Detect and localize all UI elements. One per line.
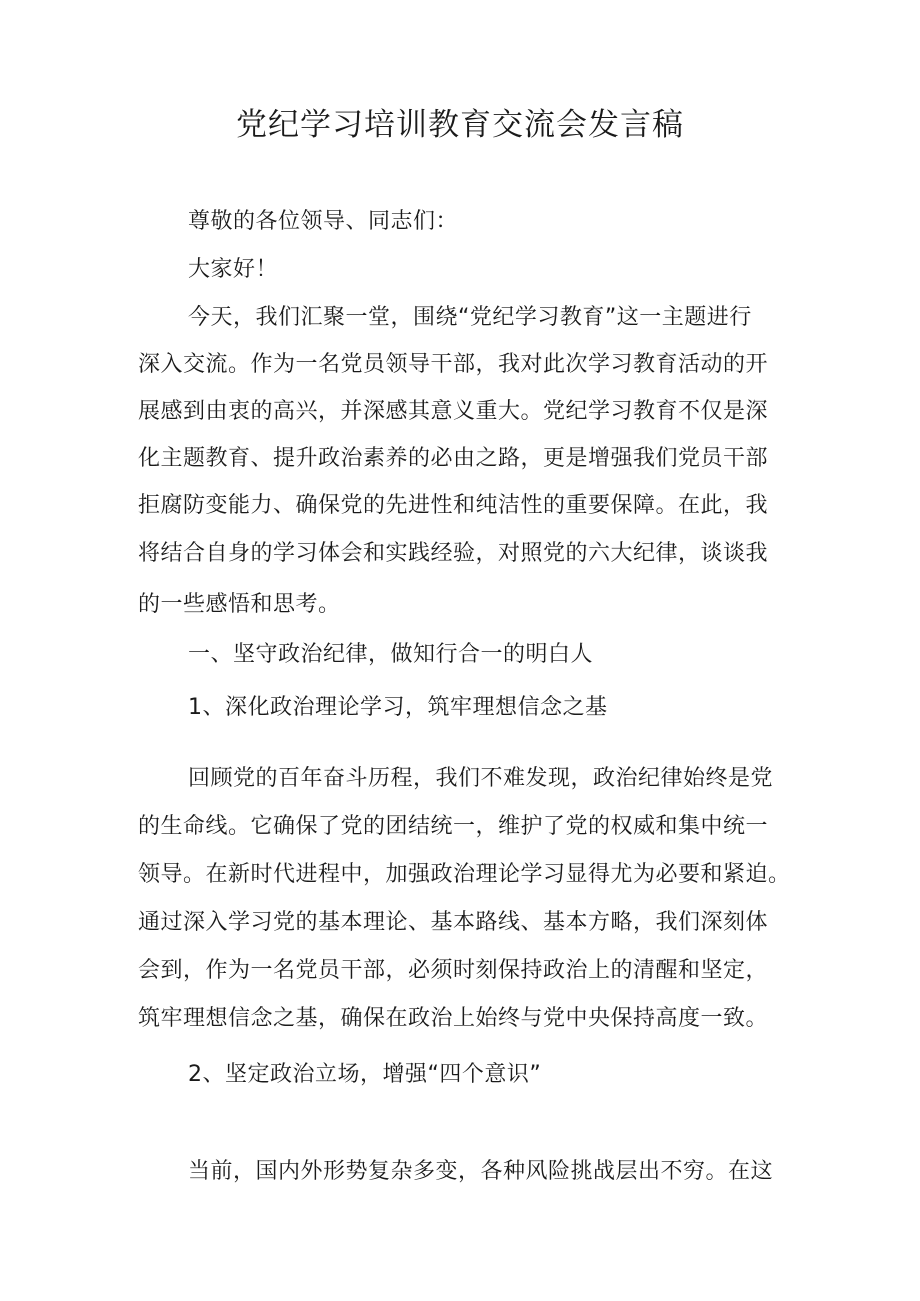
intro-line: 展感到由衷的高兴，并深感其意义重大。党纪学习教育不仅是深 <box>138 399 769 424</box>
document-title: 党纪学习培训教育交流会发言稿 <box>236 107 684 143</box>
body-line: 领导。在新时代进程中，加强政治理论学习显得尤为必要和紧迫。 <box>138 862 791 887</box>
body-line: 回顾党的百年奋斗历程，我们不难发现，政治纪律始终是党 <box>188 766 774 791</box>
body-line: 筑牢理想信念之基，确保在政治上始终与党中央保持高度一致。 <box>138 1006 769 1031</box>
body-line: 会到，作为一名党员干部，必须时刻保持政治上的清醒和坚定， <box>138 958 769 983</box>
salutation: 尊敬的各位领导、同志们： <box>188 209 459 234</box>
body-line: 通过深入学习党的基本理论、基本路线、基本方略，我们深刻体 <box>138 910 769 935</box>
subsection-heading: 1、深化政治理论学习，筑牢理想信念之基 <box>188 695 608 720</box>
intro-line: 拒腐防变能力、确保党的先进性和纯洁性的重要保障。在此，我 <box>138 493 769 518</box>
intro-line: 化主题教育、提升政治素养的必由之路，更是增强我们党员干部 <box>138 446 769 471</box>
subsection-heading: 2、坚定政治立场，增强“四个意识” <box>188 1062 542 1087</box>
intro-line: 的一些感悟和思考。 <box>138 592 341 617</box>
section-heading: 一、坚守政治纪律，做知行合一的明白人 <box>188 642 594 667</box>
intro-line: 今天，我们汇聚一堂，围绕“党纪学习教育”这一主题进行 <box>188 305 752 330</box>
body-line: 的生命线。它确保了党的团结统一，维护了党的权威和集中统一 <box>138 814 769 839</box>
intro-line: 将结合自身的学习体会和实践经验，对照党的六大纪律，谈谈我 <box>138 541 769 566</box>
greeting: 大家好！ <box>188 257 279 282</box>
body-line: 当前，国内外形势复杂多变，各种风险挑战层出不穷。在这 <box>188 1159 774 1184</box>
intro-line: 深入交流。作为一名党员领导干部，我对此次学习教育活动的开 <box>138 352 769 377</box>
